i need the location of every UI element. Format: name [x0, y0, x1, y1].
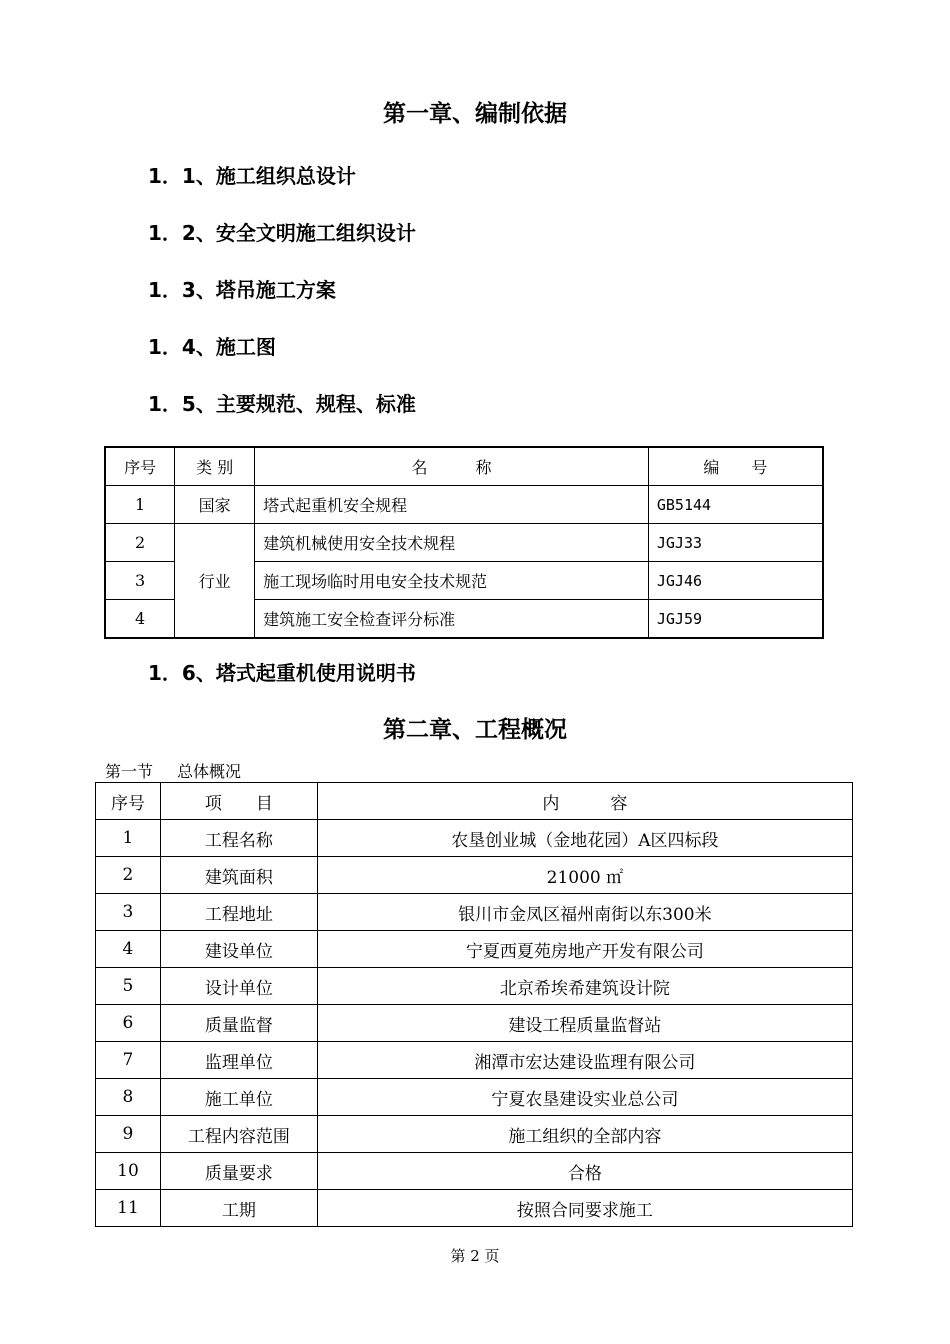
- cell-no: 2: [105, 524, 175, 562]
- cell-name: 塔式起重机安全规程: [255, 486, 649, 524]
- cell-item: 工程内容范围: [160, 1116, 317, 1153]
- cell-item: 建设单位: [160, 931, 317, 968]
- cell-code: JGJ46: [648, 562, 823, 600]
- page-number: 第 2 页: [450, 1247, 500, 1265]
- cell-no: 3: [105, 562, 175, 600]
- col-header-no: 序号: [105, 447, 175, 486]
- cell-content: 湘潭市宏达建设监理有限公司: [317, 1042, 852, 1079]
- cell-item: 质量要求: [160, 1153, 317, 1190]
- standards-table: [104, 446, 824, 639]
- cell-no: 4: [96, 931, 161, 968]
- cell-no: 5: [96, 968, 161, 1005]
- col-header-name: 名 称: [255, 447, 649, 486]
- cell-item: 质量监督: [160, 1005, 317, 1042]
- cell-item: 施工单位: [160, 1079, 317, 1116]
- cell-no: 1: [96, 820, 161, 857]
- table-row: [96, 894, 853, 931]
- cell-content: 宁夏西夏苑房地产开发有限公司: [317, 931, 852, 968]
- table-row: [96, 1153, 853, 1190]
- cell-item: 工程名称: [160, 820, 317, 857]
- cell-code: JGJ33: [648, 524, 823, 562]
- cell-no: 8: [96, 1079, 161, 1116]
- cell-content: 合格: [317, 1153, 852, 1190]
- col-header-content: 内 容: [317, 783, 852, 820]
- cell-item: 工期: [160, 1190, 317, 1227]
- section-heading: [105, 759, 265, 782]
- cell-no: 10: [96, 1153, 161, 1190]
- table-row: [96, 857, 853, 894]
- table-header-row: [105, 447, 823, 486]
- section-title: 总体概况: [177, 762, 242, 781]
- cell-no: 3: [96, 894, 161, 931]
- cell-item: 监理单位: [160, 1042, 317, 1079]
- cell-content: 宁夏农垦建设实业总公司: [317, 1079, 852, 1116]
- cell-content: 施工组织的全部内容: [317, 1116, 852, 1153]
- cell-content: 21000 ㎡: [317, 857, 852, 894]
- cell-content: 建设工程质量监督站: [317, 1005, 852, 1042]
- cell-content: 银川市金凤区福州南街以东300米: [317, 894, 852, 931]
- cell-code: JGJ59: [648, 600, 823, 639]
- table-row: [96, 820, 853, 857]
- table-header-row: [96, 783, 853, 820]
- cell-item: 建筑面积: [160, 857, 317, 894]
- col-header-item: 项 目: [160, 783, 317, 820]
- table-row: [96, 1116, 853, 1153]
- table-row: [96, 931, 853, 968]
- chapter2-title: 第二章、工程概况: [383, 717, 567, 743]
- cell-code: GB5144: [648, 486, 823, 524]
- table-row: [105, 524, 823, 562]
- basis-item-3: 1．3、塔吊施工方案: [148, 278, 336, 302]
- table-row: [96, 1190, 853, 1227]
- basis-item-1: 1．1、施工组织总设计: [148, 164, 356, 188]
- cell-name: 建筑机械使用安全技术规程: [255, 524, 649, 562]
- section-number: 第一节: [105, 762, 154, 781]
- basis-item-6: 1．6、塔式起重机使用说明书: [148, 661, 416, 685]
- cell-content: 按照合同要求施工: [317, 1190, 852, 1227]
- table-row: [96, 1079, 853, 1116]
- table-row: [105, 486, 823, 524]
- cell-no: 2: [96, 857, 161, 894]
- table-row: [96, 1005, 853, 1042]
- col-header-no: 序号: [96, 783, 161, 820]
- basis-item-4: 1．4、施工图: [148, 335, 276, 359]
- chapter1-title: 第一章、编制依据: [383, 101, 567, 127]
- col-header-code: 编 号: [648, 447, 823, 486]
- basis-item-5: 1．5、主要规范、规程、标准: [148, 392, 416, 416]
- col-header-category: 类 别: [175, 447, 255, 486]
- cell-no: 4: [105, 600, 175, 639]
- cell-no: 6: [96, 1005, 161, 1042]
- cell-name: 施工现场临时用电安全技术规范: [255, 562, 649, 600]
- cell-item: 工程地址: [160, 894, 317, 931]
- overview-table: [95, 782, 853, 1227]
- cell-content: 农垦创业城（金地花园）A区四标段: [317, 820, 852, 857]
- basis-item-2: 1．2、安全文明施工组织设计: [148, 221, 416, 245]
- cell-no: 1: [105, 486, 175, 524]
- cell-category: 国家: [175, 486, 255, 524]
- cell-name: 建筑施工安全检查评分标准: [255, 600, 649, 639]
- cell-no: 9: [96, 1116, 161, 1153]
- cell-category: 行业: [175, 524, 255, 639]
- cell-no: 7: [96, 1042, 161, 1079]
- cell-no: 11: [96, 1190, 161, 1227]
- table-row: [96, 1042, 853, 1079]
- cell-item: 设计单位: [160, 968, 317, 1005]
- table-row: [96, 968, 853, 1005]
- cell-content: 北京希埃希建筑设计院: [317, 968, 852, 1005]
